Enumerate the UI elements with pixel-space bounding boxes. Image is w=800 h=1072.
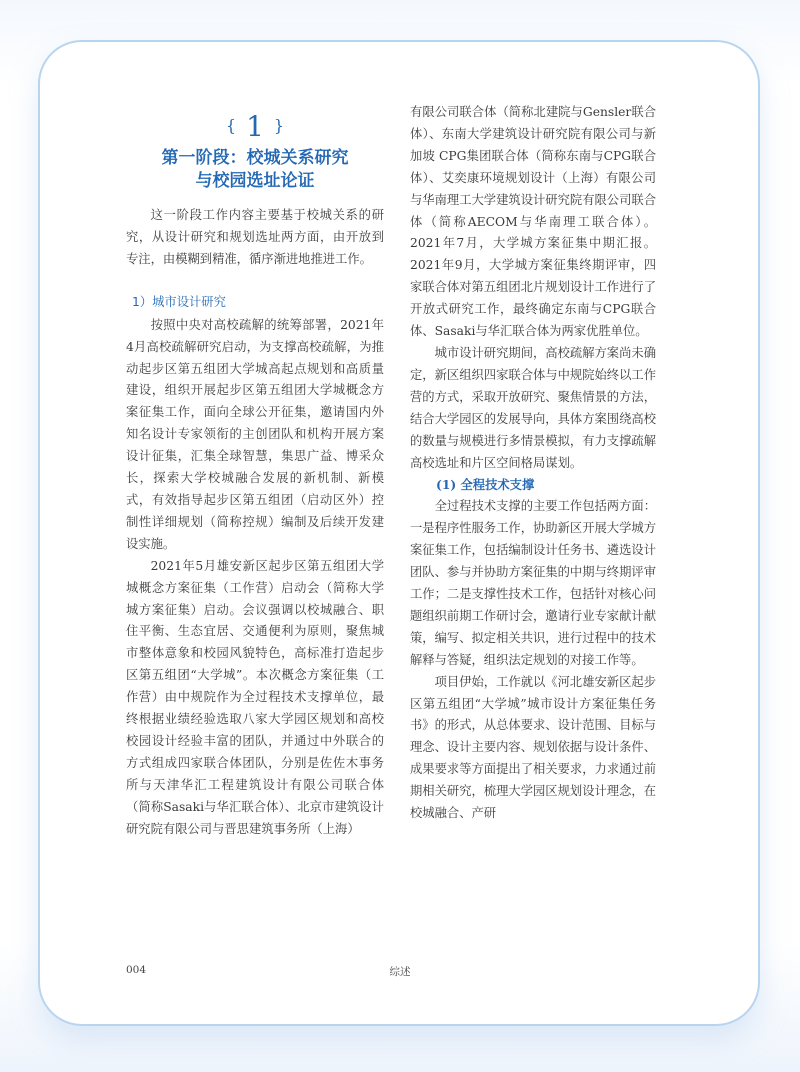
page-number: 004 (126, 964, 147, 976)
chapter-brace-close: } (273, 116, 285, 135)
chapter-title-line-2: 与校园选址论证 (195, 171, 315, 191)
section-heading: 1）城市设计研究 (132, 294, 226, 309)
sub-heading: (1) 全程技术支撑 (436, 477, 535, 493)
chapter-number-marker (126, 110, 384, 143)
body-paragraph: 2021年5月雄安新区起步区第五组团大学城概念方案征集（工作营）启动会（简称大学城方案征集）启动。会议强调以校城融合、职住平衡、生态宜居、交通便利为原则，聚焦城市整体意象和校园风貌特色，高标准打造起步区第五组团“大学城”。本次概念方案征集（工作营）由中规院作为全过程技术支撑单位，最终根据业绩经验选取八家大学园区规划和高校校园设计经验丰富的团队，并通过中外联合的方式组成四家联合体团队，分别是佐佐木事务所与天津华汇工程建筑设计有限公司联合体（简称Sasaki与华汇联合体）、北京市建筑设计研究院有限公司与晋思建筑事务所（上海） (126, 558, 384, 836)
left-column (126, 110, 384, 840)
chapter-title (126, 147, 384, 193)
body-paragraph: 城市设计研究期间，高校疏解方案尚未确定，新区组织四家联合体与中规院始终以工作营的方式，采取开放研究、聚焦情景的方法，结合大学园区的发展导向，具体方案围绕高校的数量与规模进行多情景模拟，有力支撑疏解高校选址和片区空间格局谋划。 (410, 345, 656, 470)
footer-section-label: 综述 (389, 966, 411, 978)
body-paragraph: 项目伊始，工作就以《河北雄安新区起步区第五组团“大学城”城市设计方案征集任务书》的形式，从总体要求、设计范围、目标与理念、设计主要内容、规划依据与设计条件、成果要求等方面提出了相关要求，力求通过前期相关研究，梳理大学园区规划设计理念，在校城融合、产研 (410, 674, 656, 821)
body-paragraph: 全过程技术支撑的主要工作包括两方面：一是程序性服务工作，协助新区开展大学城方案征集工作，包括编制设计任务书、遴选设计团队、参与并协助方案征集的中期与终期评审工作；二是支撑性技术工作，包括针对核心问题组织前期工作研讨会，邀请行业专家献计献策，编写、拟定相关共识，进行过程中的技术解释与答疑，组织法定规划的对接工作等。 (410, 499, 656, 667)
intro-paragraph: 这一阶段工作内容主要基于校城关系的研究，从设计研究和规划选址两方面，由开放到专注，由模糊到精准，循序渐进地推进工作。 (126, 208, 384, 266)
body-paragraph-continued: 有限公司联合体（简称北建院与Gensler联合体）、东南大学建筑设计研究院有限公司与新加坡 CPG集团联合体（简称东南与CPG联合体）、艾奕康环境规划设计（上海）有限公司与华南理工大学建筑设计研究院有限公司联合体（简称AECOM与华南理工联合体）。2021年7月，大学城方案征集中期汇报。2021年9月，大学城方案征集终期评审，四家联合体对第五组团北片规划设计工作进行了开放式研究工作，最终确定东南与CPG联合体、Sasaki与华汇联合体为两家优胜单位。 (410, 105, 656, 339)
chapter-title-line-1: 第一阶段：校城关系研究 (161, 148, 349, 168)
chapter-brace-open: { (225, 116, 237, 135)
right-column (410, 102, 656, 825)
body-paragraph: 按照中央对高校疏解的统筹部署，2021年4月高校疏解研究启动，为支撑高校疏解，为推动起步区第五组团大学城高起点规划和高质量建设，组织开展起步区第五组团大学城概念方案征集工作，面向全球公开征集，邀请国内外知名设计专家领衔的主创团队和机构开展方案设计征集，汇集全球智慧，集思广益、博采众长，探索大学校城融合发展的新机制、新模式，有效指导起步区第五组团（启动区外）控制性详细规划（简称控规）编制及后续开发建设实施。 (126, 317, 384, 551)
chapter-number: 1 (246, 110, 264, 143)
